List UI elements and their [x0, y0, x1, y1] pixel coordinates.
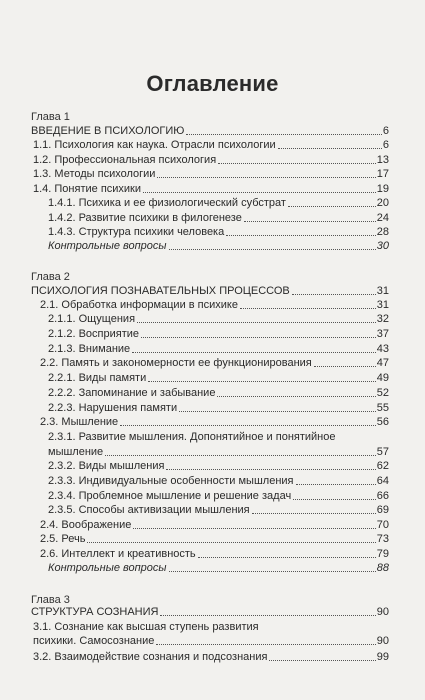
toc-entry-text: 2.3.3. Индивидуальные особенности мышления	[48, 475, 294, 487]
toc-entry-chapter	[31, 605, 389, 619]
toc-entry-text: ПСИХОЛОГИЯ ПОЗНАВАТЕЛЬНЫХ ПРОЦЕССОВ	[31, 285, 290, 297]
toc-entry-text: 2.1. Обработка информации в психике	[40, 299, 238, 311]
toc-entry-page: 52	[376, 387, 389, 399]
toc-entry-text: 2.6. Интеллект и креативность	[40, 548, 196, 560]
toc-entry-text: 2.3.1. Развитие мышления. Допонятийное и понятийное	[48, 431, 336, 443]
toc-entry	[33, 167, 389, 181]
toc-entry-page: 90	[376, 635, 389, 647]
toc-entry	[48, 371, 389, 385]
toc-entry-page: 70	[376, 519, 389, 531]
toc-entry-page: 31	[376, 299, 389, 311]
toc-entry-text: психики. Самосознание	[33, 635, 155, 647]
toc-entry-text: 1.1. Психология как наука. Отрасли психологии	[33, 139, 276, 151]
toc-entry-page: 6	[382, 139, 389, 151]
toc-entry-page: 66	[376, 490, 389, 502]
toc-entry-text: Контрольные вопросы	[48, 240, 167, 252]
toc-entry-chapter	[31, 284, 389, 298]
page-title: Оглавление	[146, 71, 279, 96]
toc-entry-text: 2.1.3. Внимание	[48, 343, 131, 355]
toc-entry	[40, 356, 389, 370]
toc-entry-text: 3.1. Сознание как высшая ступень развития	[33, 621, 259, 633]
toc-entry-text: 1.2. Профессиональная психология	[33, 154, 217, 166]
toc-entry-page: 37	[376, 328, 389, 340]
toc-entry-page: 31	[376, 285, 389, 297]
toc-entry-page: 56	[376, 416, 389, 428]
toc-entry-page: 55	[376, 402, 389, 414]
toc-entry	[48, 445, 389, 459]
toc-entry-page: 13	[376, 154, 389, 166]
toc-entry-page: 47	[376, 357, 389, 369]
toc-entry-text: 2.2.3. Нарушения памяти	[48, 402, 178, 414]
toc-entry-page: 28	[376, 226, 389, 238]
toc-entry-text: 1.4.3. Структура психики человека	[48, 226, 225, 238]
toc-entry-page: 32	[376, 313, 389, 325]
toc-entry	[33, 153, 389, 167]
toc-entry-text: 2.3.2. Виды мышления	[48, 460, 165, 472]
toc-entry-questions	[48, 561, 389, 575]
toc-entry	[48, 196, 389, 210]
toc-entry	[48, 342, 389, 356]
toc-entry-text: 1.4.1. Психика и ее физиологический субстрат	[48, 197, 286, 209]
toc-entry	[40, 547, 389, 561]
toc-entry-page: 99	[376, 651, 389, 663]
toc-entry-page: 19	[376, 183, 389, 195]
toc-entry-page: 79	[376, 548, 389, 560]
toc-entry	[40, 298, 389, 312]
toc-entry	[48, 489, 389, 503]
chapter-label: Глава 1	[31, 111, 70, 123]
toc-entry-text: СТРУКТУРА СОЗНАНИЯ	[31, 606, 159, 618]
toc-entry-page: 20	[376, 197, 389, 209]
toc-entry	[48, 225, 389, 239]
toc-entry	[48, 327, 389, 341]
toc-entry-page: 69	[376, 504, 389, 516]
toc-entry-text: 2.2. Память и закономерности ее функционирования	[40, 357, 312, 369]
toc-entry-page: 73	[376, 533, 389, 545]
toc-entry-page: 6	[382, 125, 389, 137]
toc-entry	[33, 138, 389, 152]
toc-entry-page: 49	[376, 372, 389, 384]
toc-entry-text: ВВЕДЕНИЕ В ПСИХОЛОГИЮ	[31, 125, 185, 137]
toc-entry	[33, 634, 389, 648]
toc-entry	[40, 532, 389, 546]
toc-entry-questions	[48, 239, 389, 253]
toc-entry-page: 88	[376, 562, 389, 574]
toc-entry-page: 24	[376, 212, 389, 224]
toc-entry-text: 2.3. Мышление	[40, 416, 119, 428]
toc-entry-text: 2.2.1. Виды памяти	[48, 372, 147, 384]
toc-entry-text: 3.2. Взаимодействие сознания и подсознания	[33, 651, 268, 663]
toc-entry-text: мышление	[48, 446, 104, 458]
toc-entry	[48, 312, 389, 326]
toc-entry	[48, 211, 389, 225]
toc-entry	[48, 386, 389, 400]
toc-entry-text: 2.1.2. Восприятие	[48, 328, 140, 340]
toc-entry-chapter	[31, 124, 389, 138]
toc-entry	[48, 474, 389, 488]
toc-entry-text: Контрольные вопросы	[48, 562, 167, 574]
toc-entry	[40, 415, 389, 429]
toc-entry-page: 90	[376, 606, 389, 618]
chapter-label: Глава 3	[31, 594, 70, 606]
toc-entry	[33, 650, 389, 664]
toc-entry-page: 30	[376, 240, 389, 252]
toc-entry	[48, 401, 389, 415]
toc-entry-text: 1.3. Методы психологии	[33, 168, 156, 180]
toc-entry-page: 43	[376, 343, 389, 355]
toc-entry-page: 17	[376, 168, 389, 180]
toc-entry-text: 2.1.1. Ощущения	[48, 313, 136, 325]
chapter-label: Глава 2	[31, 271, 70, 283]
toc-entry-text: 2.5. Речь	[40, 533, 86, 545]
toc-entry-page: 57	[376, 446, 389, 458]
toc-entry-text: 2.2.2. Запоминание и забывание	[48, 387, 216, 399]
toc-entry-page: 62	[376, 460, 389, 472]
toc-entry-page: 64	[376, 475, 389, 487]
toc-entry-text: 2.3.5. Способы активизации мышления	[48, 504, 250, 516]
toc-entry	[40, 518, 389, 532]
toc-entry	[33, 182, 389, 196]
toc-entry-text: 1.4.2. Развитие психики в филогенезе	[48, 212, 242, 224]
toc-entry	[48, 503, 389, 517]
toc-entry	[48, 459, 389, 473]
toc-entry-text: 1.4. Понятие психики	[33, 183, 142, 195]
toc-entry-text: 2.3.4. Проблемное мышление и решение задач	[48, 490, 292, 502]
toc-entry-text: 2.4. Воображение	[40, 519, 132, 531]
